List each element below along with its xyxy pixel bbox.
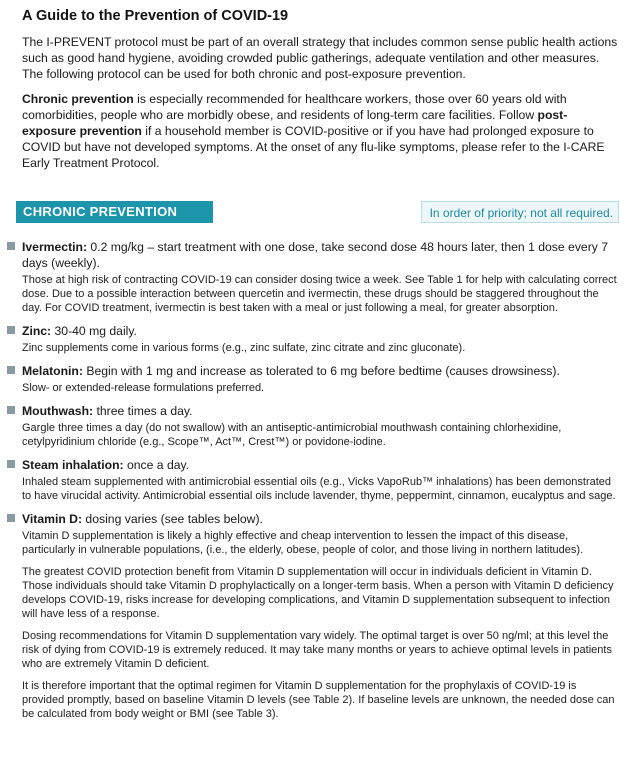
item-dose: three times a day.: [93, 404, 193, 418]
square-bullet-icon: [7, 460, 15, 468]
item-description: Those at high risk of contracting COVID-19 can consider dosing twice a week. See Table 1 for help with calculating correct dose. Due to a possible interaction between quercetin and ivermectin, these drugs should be staggered throughout the day. For COVID treatment, ivermectin is best taken with a meal or just following a meal, for greater absorption.: [22, 274, 617, 314]
item-name: Zinc:: [22, 324, 52, 338]
item-name: Vitamin D:: [22, 512, 83, 526]
square-bullet-icon: [7, 514, 15, 522]
item-description: Slow- or extended-release formulations preferred.: [22, 382, 265, 394]
item-heading: [22, 457, 619, 473]
post-exposure-label: post-exposure prevention: [22, 108, 568, 138]
item-description: Dosing recommendations for Vitamin D supplementation vary widely. The optimal target is over 50 ng/ml; at this level the risk of dying from COVID-19 is extremely reduced. It may take many months or years to achieve optimal levels in patients who are extremely Vitamin D deficient.: [22, 630, 612, 670]
list-item-ivermectin: [22, 239, 619, 315]
intro-text-a: is especially recommended for healthcare workers, those over 60 years old with comorbidities, people who are morbidly obese, and residents of long-term care facilities. Follow: [22, 92, 567, 122]
item-dose: 0.2 mg/kg – start treatment with one dose, take second dose 48 hours later, then 1 dose every 7 days (weekly).: [22, 240, 609, 270]
square-bullet-icon: [7, 242, 15, 250]
square-bullet-icon: [7, 406, 15, 414]
item-description: It is therefore important that the optimal regimen for Vitamin D supplementation for the prophylaxis of COVID-19 is provided promptly, based on baseline Vitamin D levels (see Table 2). If baseline levels are unknown, the needed dose can be calculated from body weight or BMI (see Table 3).: [22, 680, 615, 720]
item-description: The greatest COVID protection benefit from Vitamin D supplementation will occur in individuals deficient in Vitamin D. Those individuals should take Vitamin D prophylactically on a longer-term basis. When a person with Vitamin D deficiency develops COVID-19, risks increase for developing complications, and Vitamin D supplementation subsequent to infection will have less of a response.: [22, 566, 614, 620]
item-description: Gargle three times a day (do not swallow) with an antiseptic-antimicrobial mouthwash containing chlorhexidine, cetylpyridinium chloride (e.g., Scope™, Act™, Crest™) or povidone-iodine.: [22, 422, 562, 448]
item-description: Zinc supplements come in various forms (e.g., zinc sulfate, zinc citrate and zinc gluconate).: [22, 342, 466, 354]
section-header: [16, 201, 619, 223]
prevention-list: [22, 239, 619, 721]
item-dose: 30-40 mg daily.: [51, 324, 137, 338]
list-item-mouthwash: [22, 403, 619, 449]
item-dose: dosing varies (see tables below).: [82, 512, 263, 526]
item-name: Ivermectin:: [22, 240, 88, 254]
section-banner: CHRONIC PREVENTION: [16, 201, 213, 223]
list-item-vitamin-d: [22, 511, 619, 721]
square-bullet-icon: [7, 326, 15, 334]
list-item-melatonin: [22, 363, 619, 395]
item-dose: once a day.: [123, 458, 190, 472]
list-item-zinc: [22, 323, 619, 355]
chronic-prevention-label: Chronic prevention: [22, 92, 134, 106]
item-heading: [22, 239, 619, 271]
priority-note: In order of priority; not all required.: [421, 201, 619, 223]
list-item-steam-inhalation: [22, 457, 619, 503]
item-heading: [22, 403, 619, 419]
item-heading: [22, 323, 619, 339]
item-name: Mouthwash:: [22, 404, 94, 418]
page-title: A Guide to the Prevention of COVID-19: [22, 8, 289, 24]
item-dose: Begin with 1 mg and increase as tolerated to 6 mg before bedtime (causes drowsiness).: [82, 364, 560, 378]
square-bullet-icon: [7, 366, 15, 374]
intro-text-b: if a household member is COVID-positive or if you have had prolonged exposure to COVID but have not developed symptoms. At the onset of any flu-like symptoms, please refer to the I-CARE Early Treatment Protocol.: [22, 124, 605, 170]
item-name: Melatonin:: [22, 364, 83, 378]
item-heading: [22, 363, 619, 379]
prevention-types-paragraph: [22, 91, 619, 171]
intro-paragraph: The I-PREVENT protocol must be part of an overall strategy that includes common sense public health actions such as good hand hygiene, avoiding crowded public gatherings, adequate ventilation and other measures. The following protocol can be used for both chronic and post-exposure prevention.: [22, 35, 618, 81]
item-description: Inhaled steam supplemented with antimicrobial essential oils (e.g., Vicks VapoRub™ inhalations) has been demonstrated to have virucidal activity. Antimicrobial essential oils include lavender, thyme, peppermint, cinnamon, eucalyptus and sage.: [22, 476, 616, 502]
item-name: Steam inhalation:: [22, 458, 124, 472]
item-description: Vitamin D supplementation is likely a highly effective and cheap intervention to lessen the impact of this disease, particularly in vulnerable populations, (i.e., the elderly, obese, people of color, and those living in northern latitudes).: [22, 530, 584, 556]
item-heading: [22, 511, 619, 527]
